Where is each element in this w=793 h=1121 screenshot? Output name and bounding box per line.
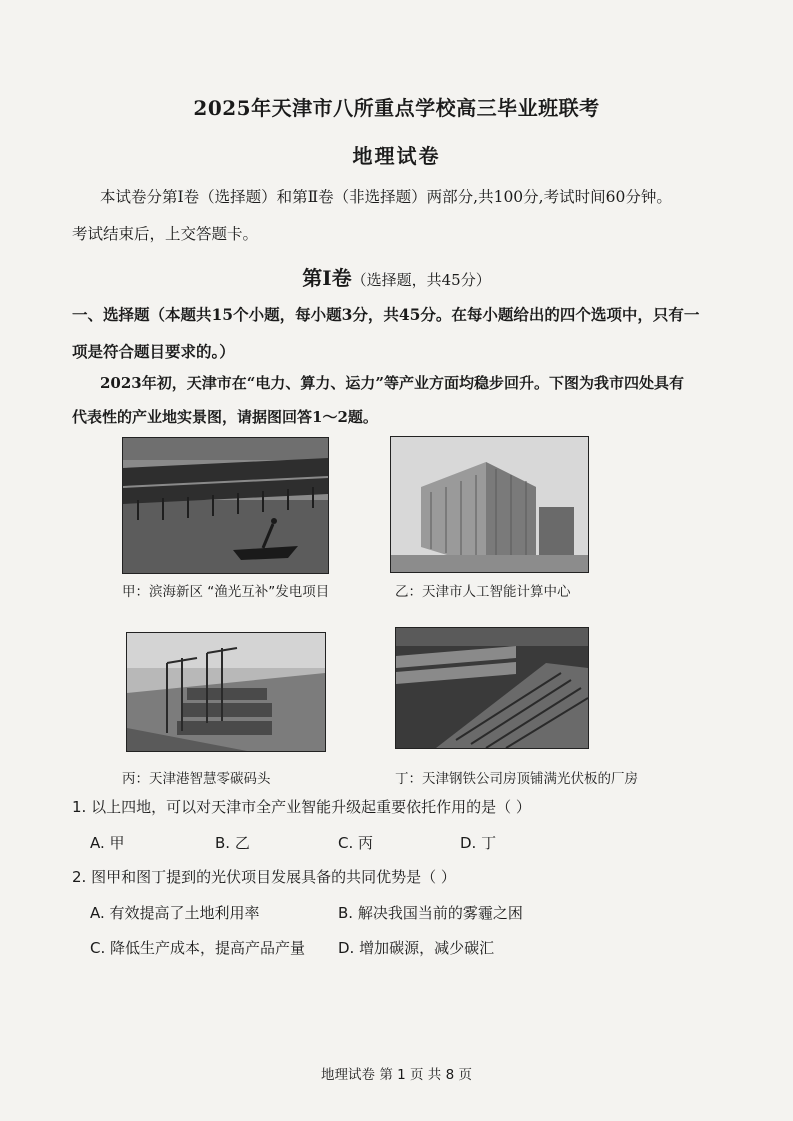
stem-line-2: 代表性的产业地实景图，请据图回答1～2题。 (72, 408, 378, 426)
question-2-text: 2. 图甲和图丁提到的光伏项目发展具备的共同优势是（ ） (72, 868, 456, 886)
question-1-option-a: A. 甲 (90, 834, 125, 852)
figure-caption-jia: 甲：滨海新区 “渔光互补”发电项目 (122, 584, 330, 600)
fishery-solar-photo (122, 437, 329, 574)
ai-computing-center-photo (390, 436, 589, 573)
question-2-option-c: C. 降低生产成本，提高产品产量 (90, 939, 306, 957)
page-footer: 地理试卷 第 1 页 共 8 页 (321, 1067, 472, 1083)
figure-caption-yi: 乙：天津市人工智能计算中心 (395, 584, 571, 600)
figure-caption-bing: 丙：天津港智慧零碳码头 (122, 771, 271, 787)
question-2-option-b: B. 解决我国当前的雾霾之困 (338, 904, 523, 922)
question-2-option-d: D. 增加碳源，减少碳汇 (338, 939, 495, 957)
intro-line-2: 考试结束后，上交答题卡。 (72, 225, 259, 243)
question-1-option-d: D. 丁 (460, 834, 497, 852)
question-1-option-c: C. 丙 (338, 834, 374, 852)
instructions-line-2: 项是符合题目要求的。） (72, 342, 235, 361)
figure-caption-ding: 丁：天津钢铁公司房顶铺满光伏板的厂房 (395, 771, 638, 787)
question-2-option-a: A. 有效提高了土地利用率 (90, 904, 260, 922)
stem-line-1: 2023年初，天津市在“电力、算力、运力”等产业方面均稳步回升。下图为我市四处具有 (100, 374, 685, 392)
exam-subtitle: 地理试卷 (352, 144, 441, 168)
section-note: （选择题，共45分） (351, 271, 491, 289)
question-1-text: 1. 以上四地，可以对天津市全产业智能升级起重要依托作用的是（ ） (72, 798, 531, 816)
exam-title: 2025年天津市八所重点学校高三毕业班联考 (193, 96, 600, 120)
section-heading (0, 262, 793, 291)
section-title: 第Ⅰ卷 (302, 266, 352, 290)
smart-port-photo (126, 632, 326, 752)
intro-line-1: 本试卷分第Ⅰ卷（选择题）和第Ⅱ卷（非选择题）两部分,共100分,考试时间60分钟。 (100, 188, 672, 206)
question-1-option-b: B. 乙 (215, 834, 250, 852)
instructions-line-1: 一、选择题（本题共15个小题，每小题3分，共45分。在每小题给出的四个选项中，只有一 (72, 305, 700, 324)
steel-factory-solar-roof-photo (395, 627, 589, 749)
